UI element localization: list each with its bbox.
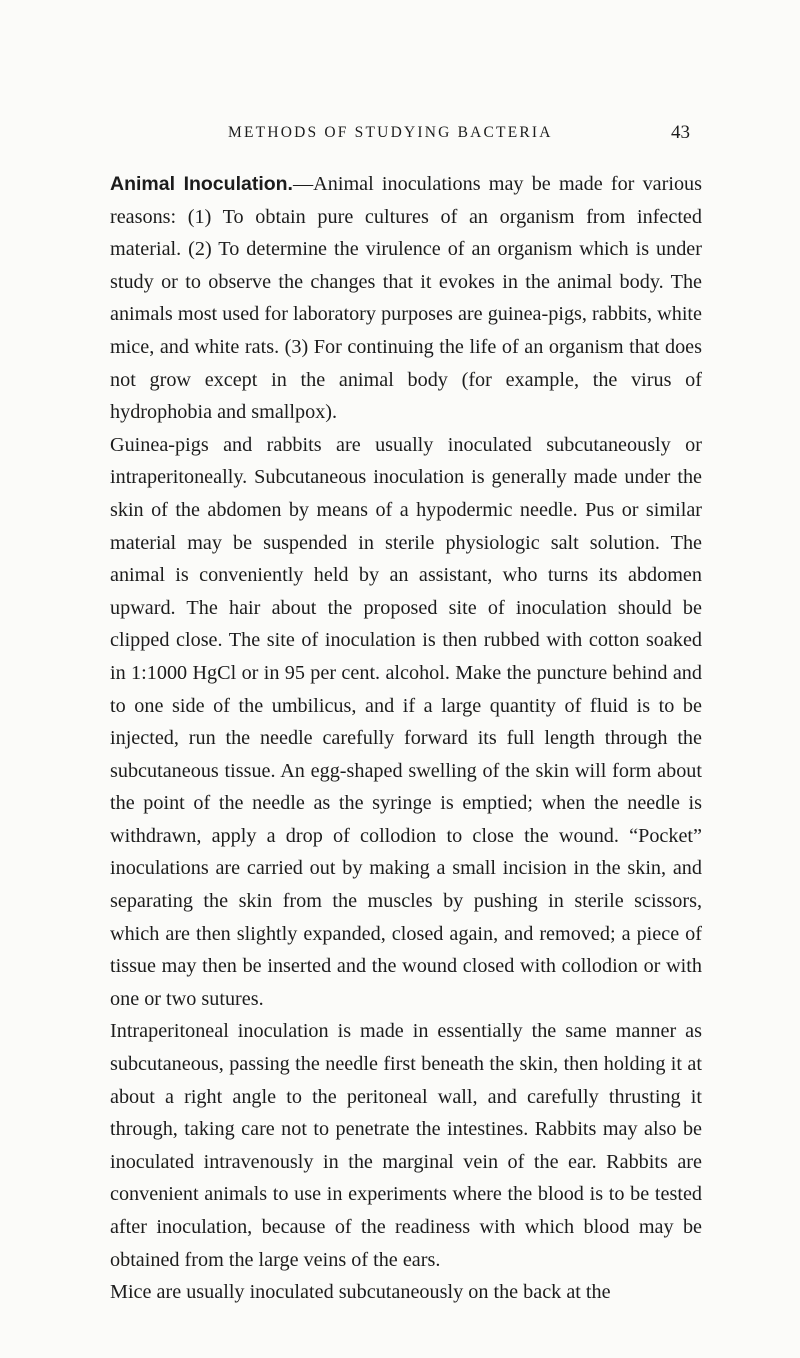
section-heading: Animal Inoculation.	[110, 173, 293, 195]
paragraph-intraperitoneal	[110, 1015, 702, 1276]
paragraph-text: Intraperitoneal inoculation is made in essentially the same manner as subcutaneous, passing the needle first beneath the skin, then holding it at about a right angle to the peritoneal wall, and carefully thrusting it through, taking care not to penetrate the intestines. Rabbits may also be inoculated intravenously in the marginal vein of the ear. Rabbits are convenient animals to use in experiments where the blood is to be tested after inoculation, because of the readiness with which blood may be obtained from the large veins of the ears.	[110, 1020, 702, 1271]
running-title: METHODS OF STUDYING BACTERIA	[228, 124, 553, 141]
paragraph-text: —Animal inoculations may be made for various reasons: (1) To obtain pure cultures of an organism from infected material. (2) To determine the virulence of an organism which is under study or to observe the changes that it evokes in the animal body. The animals most used for laboratory purposes are guinea-pigs, rabbits, white mice, and white rats. (3) For continuing the life of an organism that does not grow except in the animal body (for example, the virus of hydrophobia and smallpox).	[110, 173, 702, 424]
paragraph-guinea-pigs	[110, 429, 702, 1016]
page-number: 43	[671, 122, 690, 143]
paragraph-text: Guinea-pigs and rabbits are usually inoculated subcutaneously or intraperitoneally. Subcutaneous inoculation is generally made under the skin of the abdomen by means of a hypodermic needle. Pus or similar material may be suspended in sterile physiologic salt solution. The animal is conveniently held by an assistant, who turns its abdomen upward. The hair about the proposed site of inoculation should be clipped close. The site of inoculation is then rubbed with cotton soaked in 1:1000 HgCl or in 95 per cent. alcohol. Make the puncture behind and to one side of the umbilicus, and if a large quantity of fluid is to be injected, run the needle carefully forward its full length through the subcutaneous tissue. An egg-shaped swelling of the skin will form about the point of the needle as the syringe is emptied; when the needle is withdrawn, apply a drop of collodion to close the wound. “Pocket” inoculations are carried out by making a small incision in the skin, and separating the skin from the muscles by pushing in sterile scissors, which are then slightly expanded, closed again, and removed; a piece of tissue may then be inserted and the wound closed with collodion or with one or two sutures.	[110, 433, 702, 1010]
body-text	[110, 168, 702, 1309]
paragraph-animal-inoculation	[110, 168, 702, 429]
running-head	[0, 124, 800, 146]
paragraph-text: Mice are usually inoculated subcutaneously on the back at the	[110, 1281, 611, 1304]
paragraph-mice	[110, 1276, 702, 1309]
